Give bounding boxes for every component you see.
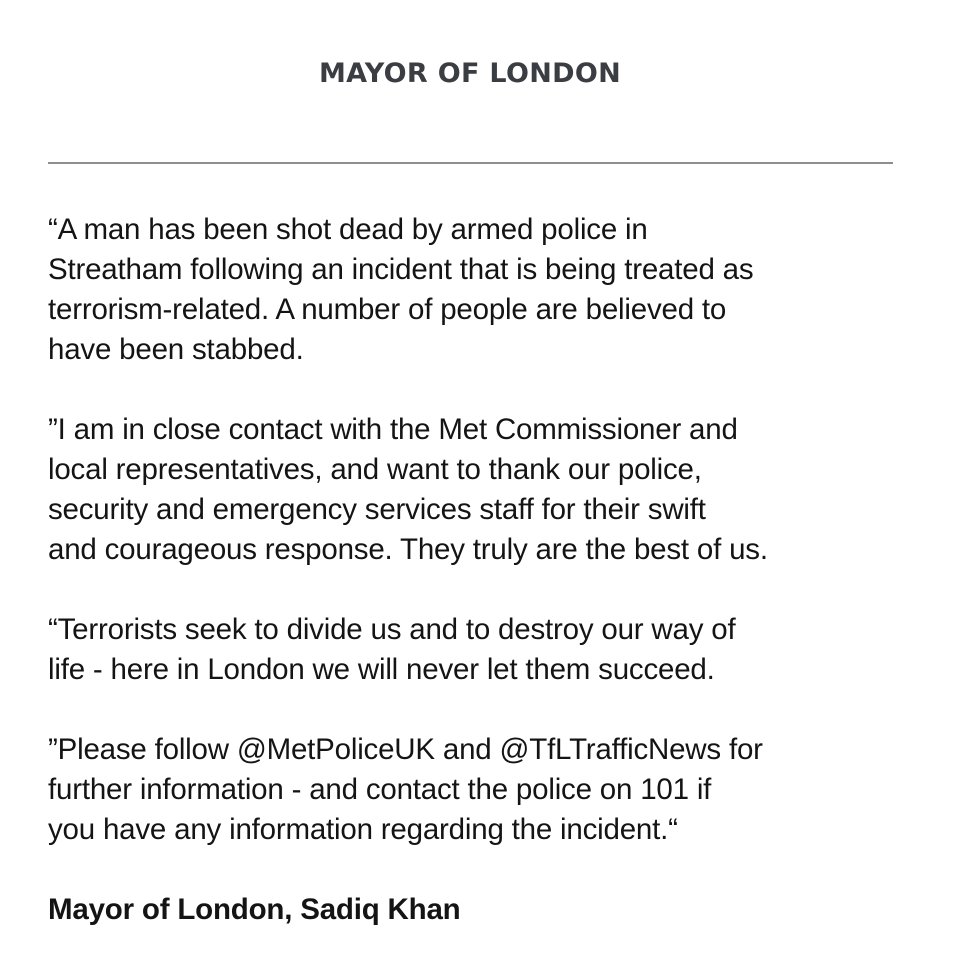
header-divider — [48, 162, 893, 164]
signature: Mayor of London, Sadiq Khan — [48, 893, 461, 926]
statement-body — [48, 210, 918, 890]
statement-paragraph-2: ”I am in close contact with the Met Commissioner and local representatives, and want to thank our police, security and emergency services staff for their swift and courageous response. They truly are the best of us. — [48, 413, 768, 566]
statement-paragraph-4: ”Please follow @MetPoliceUK and @TfLTrafficNews for further information - and contact the police on 101 if you have any information regarding the incident.“ — [48, 733, 763, 846]
statement-paragraph-3: “Terrorists seek to divide us and to destroy our way of life - here in London we will never let them succeed. — [48, 613, 736, 686]
page-title: MAYOR OF LONDON — [319, 58, 621, 89]
statement-paragraph-1: “A man has been shot dead by armed police in Streatham following an incident that is being treated as terrorism-related. A number of people are believed to have been stabbed. — [48, 213, 754, 366]
